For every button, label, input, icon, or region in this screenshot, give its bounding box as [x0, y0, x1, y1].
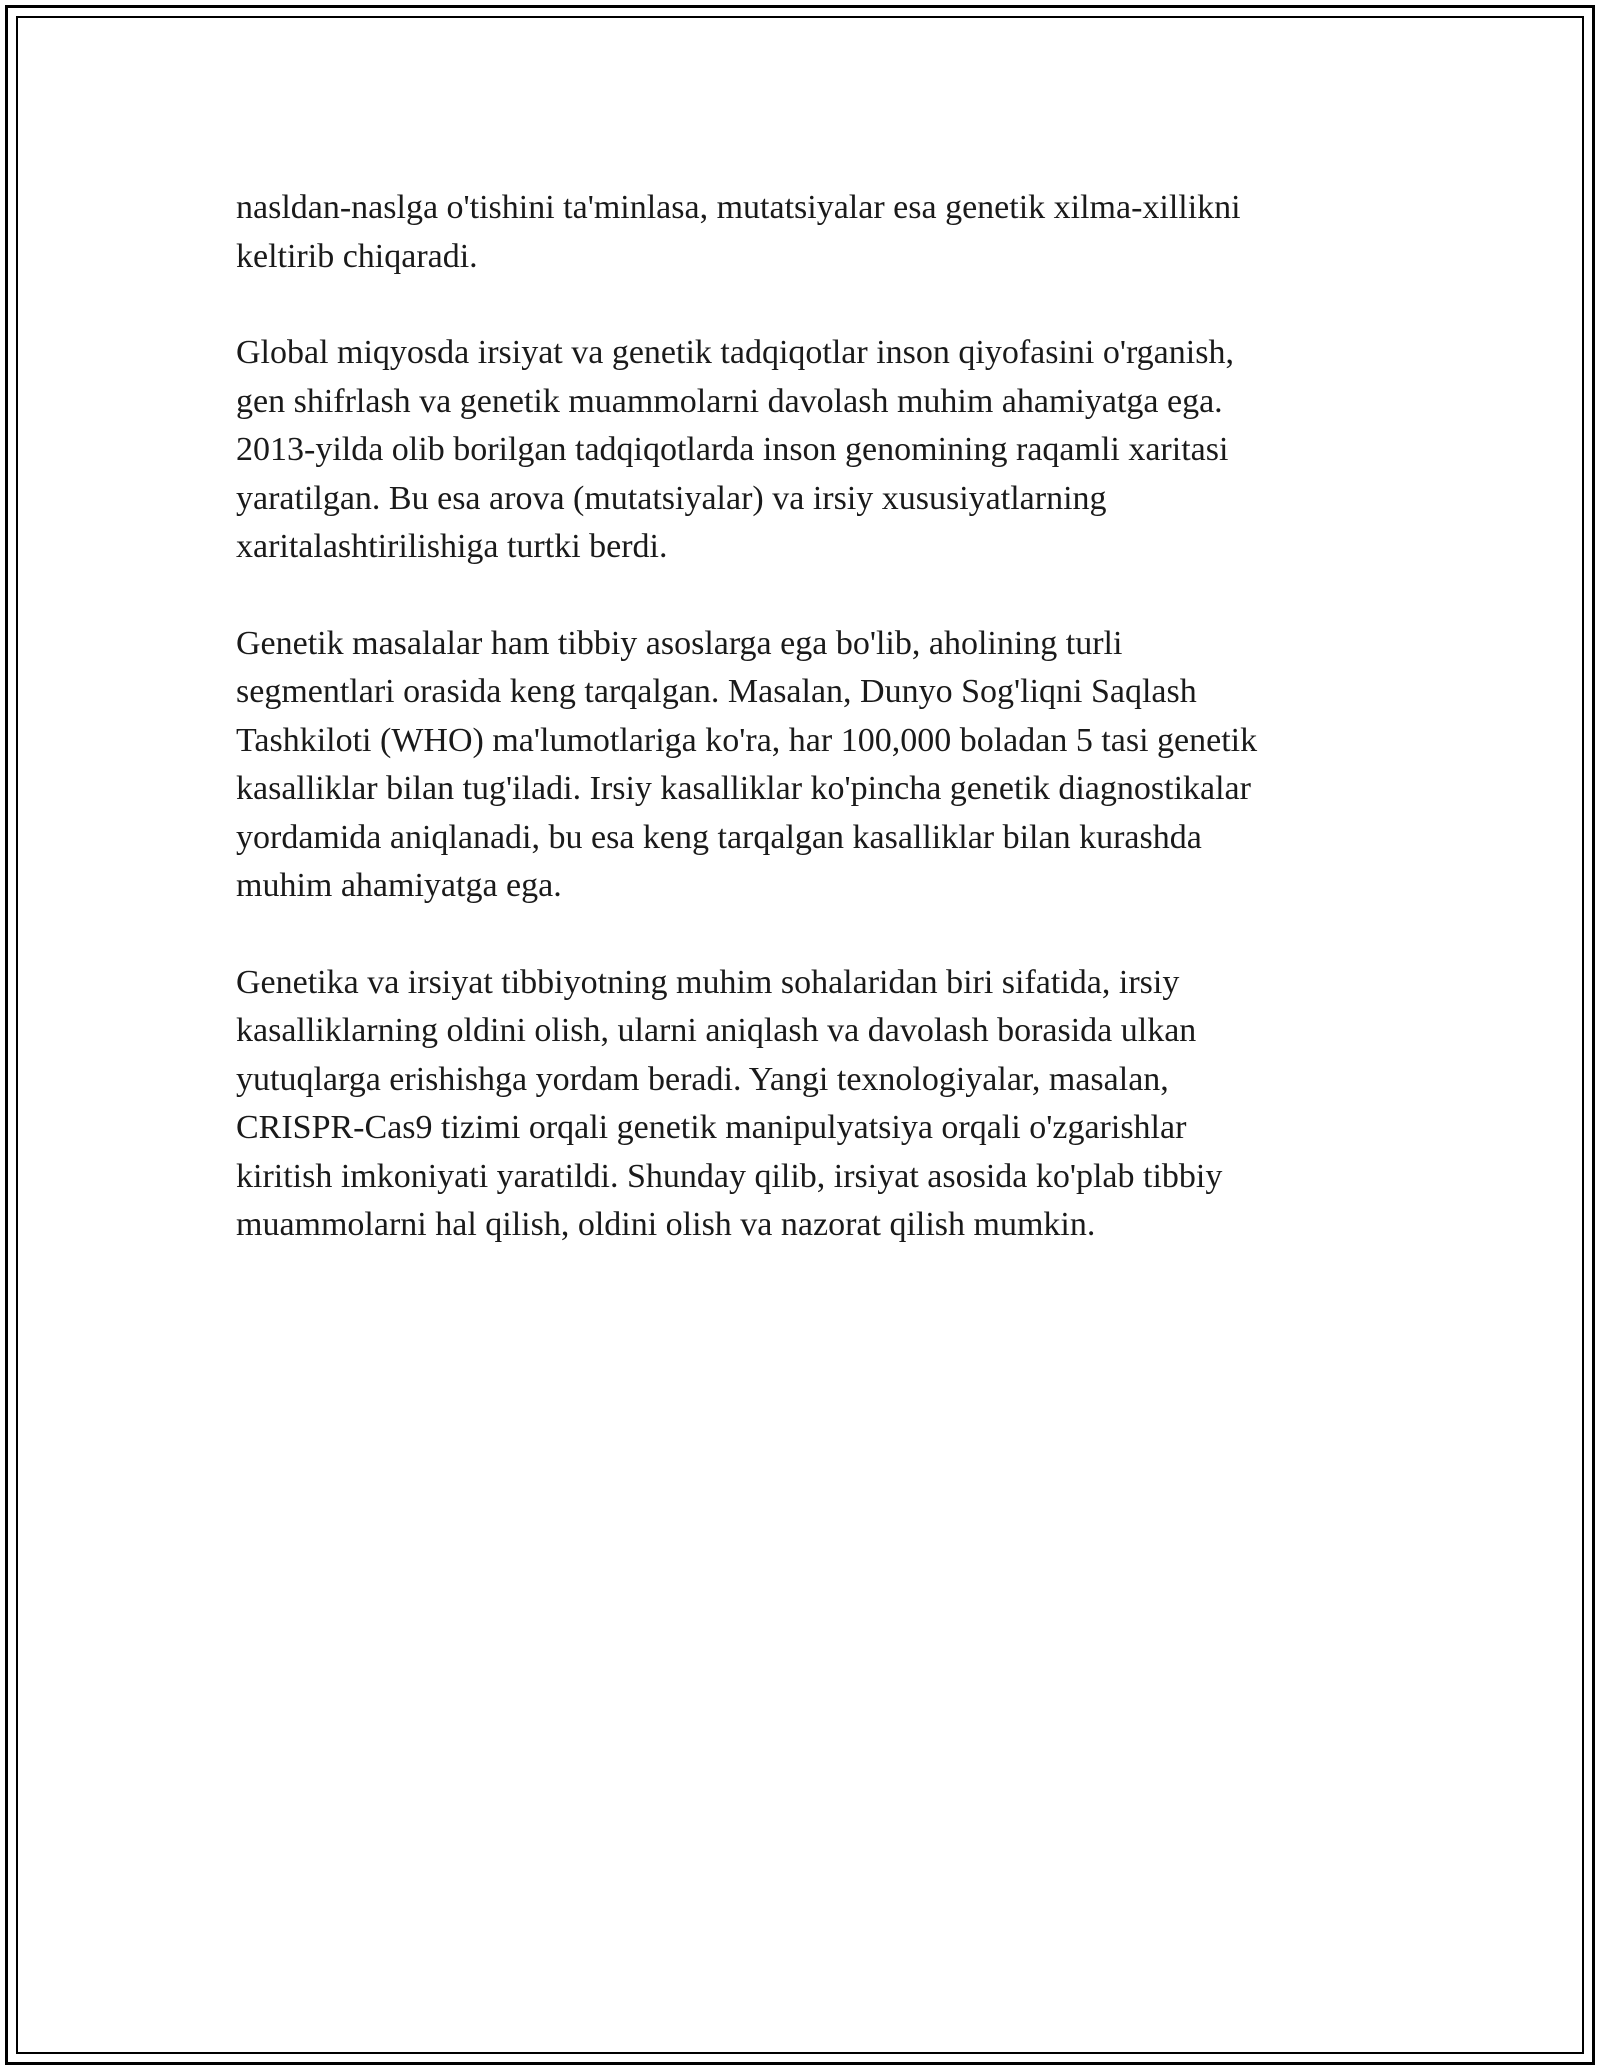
paragraph-4 — [236, 959, 1376, 1250]
document-body — [236, 184, 1376, 1298]
text-line: muammolarni hal qilish, oldini olish va nazorat qilish mumkin. — [236, 1206, 1096, 1243]
text-line: gen shifrlash va genetik muammolarni davolash muhim ahamiyatga ega. — [236, 382, 1223, 420]
text-line: kasalliklarning oldini olish, ularni aniqlash va davolash borasida ulkan — [236, 1012, 1197, 1049]
text-line: muhim ahamiyatga ega. — [236, 867, 562, 904]
text-line: keltirib chiqaradi. — [236, 237, 478, 275]
paragraph-1 — [236, 184, 1376, 281]
paragraph-3 — [236, 620, 1376, 911]
text-line: Global miqyosda irsiyat va genetik tadqiqotlar inson qiyofasini o'rganish, — [236, 334, 1234, 371]
text-line: kasalliklar bilan tug'iladi. Irsiy kasalliklar ko'pincha genetik diagnostikalar — [236, 770, 1251, 807]
text-line: 2013-yilda olib borilgan tadqiqotlarda inson genomining raqamli xaritasi — [236, 431, 1229, 468]
text-line: yaratilgan. Bu esa arova (mutatsiyalar) va irsiy xususiyatlarning — [236, 479, 1107, 517]
text-line: xaritalashtirilishiga turtki berdi. — [236, 528, 668, 565]
text-line: yutuqlarga erishishga yordam beradi. Yangi texnologiyalar, masalan, — [236, 1060, 1169, 1098]
text-line: segmentlari orasida keng tarqalgan. Masalan, Dunyo Sog'liqni Saqlash — [236, 673, 1197, 710]
text-line: yordamida aniqlanadi, bu esa keng tarqalgan kasalliklar bilan kurashda — [236, 818, 1202, 856]
text-line: CRISPR-Cas9 tizimi orqali genetik manipulyatsiya orqali o'zgarishlar — [236, 1109, 1187, 1146]
text-line: kiritish imkoniyati yaratildi. Shunday qilib, irsiyat asosida ko'plab tibbiy — [236, 1157, 1223, 1195]
text-line: Genetika va irsiyat tibbiyotning muhim sohalaridan biri sifatida, irsiy — [236, 963, 1180, 1001]
text-line: Genetik masalalar ham tibbiy asoslarga ega bo'lib, aholining turli — [236, 624, 1123, 662]
text-line: nasldan-naslga o'tishini ta'minlasa, mutatsiyalar esa genetik xilma-xillikni — [236, 189, 1241, 226]
text-line: Tashkiloti (WHO) ma'lumotlariga ko'ra, har 100,000 boladan 5 tasi genetik — [236, 721, 1258, 759]
paragraph-2 — [236, 329, 1376, 572]
